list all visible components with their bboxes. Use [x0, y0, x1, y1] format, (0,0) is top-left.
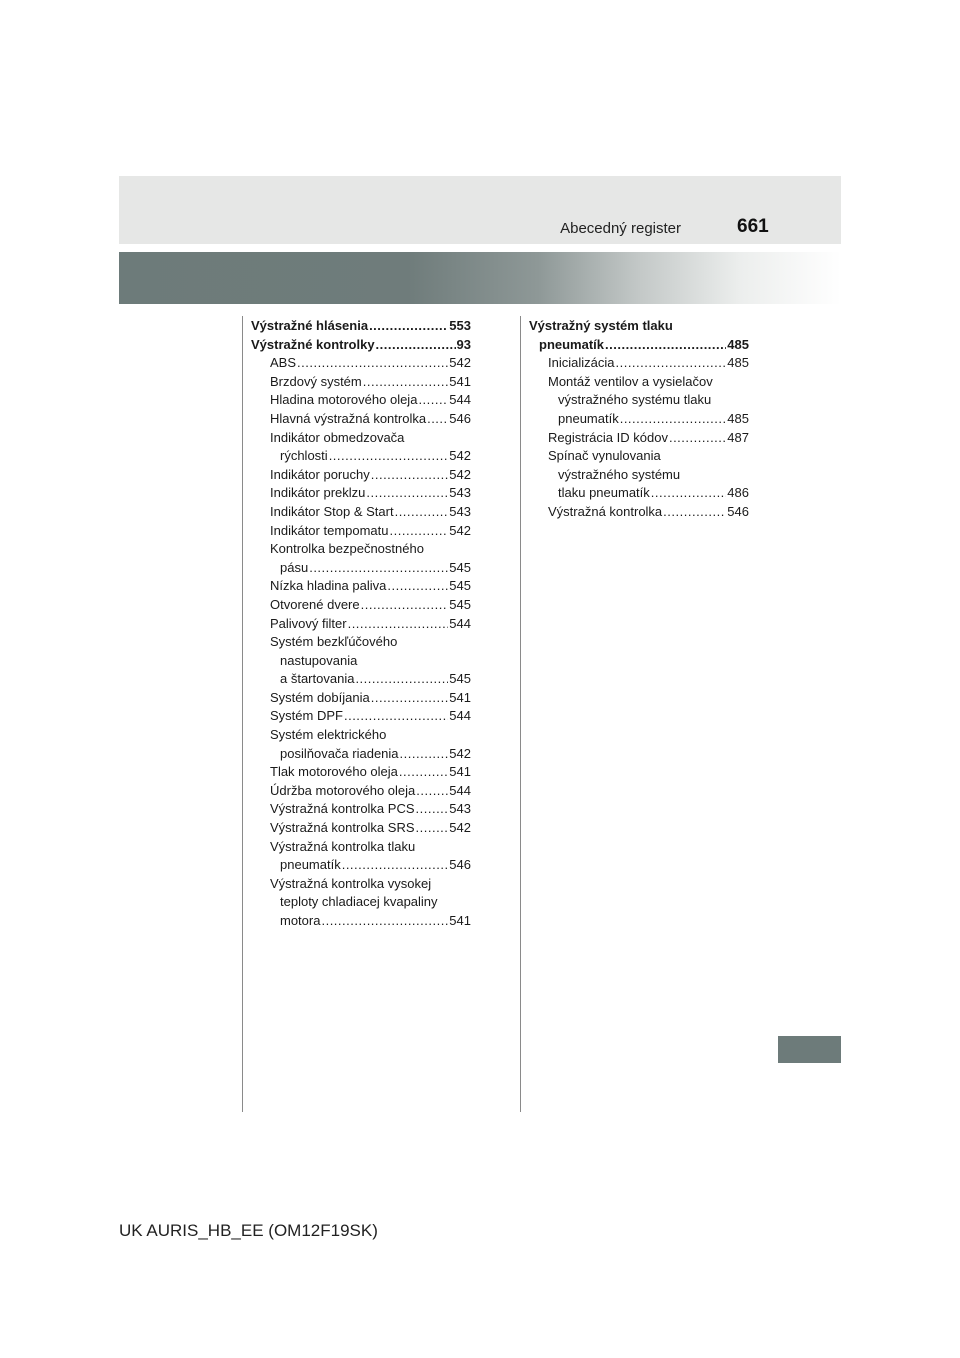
- index-entry: [251, 447, 471, 466]
- index-entry-continuation: Kontrolka bezpečnostného: [270, 541, 424, 557]
- index-column-1: [251, 317, 471, 931]
- column-divider-middle: [520, 316, 521, 1112]
- dot-leader: [416, 819, 449, 838]
- index-entry-label: Nízka hladina paliva: [270, 578, 387, 594]
- index-entry-label: Indikátor poruchy: [270, 466, 370, 482]
- index-entry-page: 546: [727, 503, 749, 519]
- index-entry-label: Indikátor tempomatu: [270, 522, 389, 538]
- index-entry: [251, 503, 471, 522]
- header-gradient-bar: [119, 252, 841, 304]
- dot-leader: [355, 670, 448, 689]
- index-entry: [529, 336, 749, 355]
- index-entry: [251, 745, 471, 764]
- index-entry-page: 553: [449, 318, 471, 333]
- section-title: Abecedný register: [560, 220, 681, 237]
- index-entry-label: motora: [280, 913, 321, 928]
- index-entry-page: 544: [449, 392, 471, 408]
- index-entry-label: Tlak motorového oleja: [270, 764, 398, 780]
- dot-leader: [669, 429, 726, 448]
- index-entry-label: ABS: [270, 355, 297, 371]
- dot-leader: [329, 447, 449, 466]
- column-divider-left: [242, 316, 243, 1112]
- index-entry-page: 485: [727, 355, 749, 371]
- index-entry-label: Inicializácia: [548, 355, 615, 371]
- index-entry-continuation: nastupovania: [280, 652, 358, 668]
- dot-leader: [366, 484, 448, 503]
- index-entry-page: 545: [449, 596, 471, 612]
- dot-leader: [615, 354, 726, 373]
- index-entry-continuation: Výstražná kontrolka vysokej: [270, 875, 432, 891]
- index-entry-page: 485: [727, 410, 749, 426]
- index-entry-label: Výstražné hlásenia: [251, 318, 369, 333]
- index-entry-label: Výstražná kontrolka: [548, 503, 663, 519]
- index-entry: [529, 484, 749, 503]
- index-entry-label: Údržba motorového oleja: [270, 782, 416, 798]
- index-entry: [251, 707, 471, 726]
- index-entry-page: 541: [449, 913, 471, 928]
- index-entry: [251, 410, 471, 429]
- index-entry-page: 544: [449, 708, 471, 724]
- index-entry-label: Systém dobíjania: [270, 689, 370, 705]
- index-entry-page: 543: [449, 503, 471, 519]
- dot-leader: [416, 782, 448, 801]
- index-entry-page: 546: [449, 410, 471, 426]
- index-column-2: [529, 317, 749, 522]
- dot-leader: [342, 856, 449, 875]
- index-entry: [251, 484, 471, 503]
- dot-leader: [651, 484, 727, 503]
- index-entry-page: 542: [449, 355, 471, 371]
- dot-leader: [371, 689, 449, 708]
- index-entry-label: Výstražná kontrolka SRS: [270, 820, 415, 836]
- index-entry: [251, 391, 471, 410]
- index-entry-continuation: Výstražný systém tlaku: [529, 318, 673, 333]
- index-entry-label: posilňovača riadenia: [280, 745, 399, 761]
- index-entry-label: Registrácia ID kódov: [548, 429, 668, 445]
- index-entry: [251, 800, 471, 819]
- dot-leader: [390, 522, 449, 541]
- dot-leader: [395, 503, 449, 522]
- dot-leader: [376, 336, 456, 355]
- index-entry-page: 542: [449, 448, 471, 464]
- index-entry-page: 543: [449, 485, 471, 501]
- chapter-tab-marker: [778, 1036, 841, 1063]
- dot-leader: [427, 410, 448, 429]
- index-entry: [251, 559, 471, 578]
- index-entry-label: Systém DPF: [270, 708, 343, 724]
- index-entry-label: Hladina motorového oleja: [270, 392, 418, 408]
- index-entry-label: rýchlosti: [280, 448, 328, 464]
- index-entry-label: pneumatík: [280, 857, 341, 873]
- index-entry-label: pásu: [280, 559, 309, 575]
- index-entry-page: 541: [449, 764, 471, 780]
- index-entry-page: 545: [449, 671, 471, 687]
- index-entry: [251, 689, 471, 708]
- index-entry-page: 486: [727, 485, 749, 501]
- dot-leader: [371, 466, 449, 485]
- index-entry: [251, 912, 471, 931]
- index-entry-page: 544: [449, 782, 471, 798]
- index-entry-page: 541: [449, 373, 471, 389]
- index-entry-page: 546: [449, 857, 471, 873]
- index-entry-label: a štartovania: [280, 671, 355, 687]
- index-entry: [251, 670, 471, 689]
- index-entry-page: 485: [727, 336, 749, 352]
- dot-leader: [620, 410, 727, 429]
- index-entry-page: 541: [449, 689, 471, 705]
- dot-leader: [605, 336, 726, 355]
- index-entry-page: 487: [727, 429, 749, 445]
- index-entry: [251, 856, 471, 875]
- index-entry: [529, 503, 749, 522]
- index-entry: [251, 336, 471, 355]
- index-entry-label: tlaku pneumatík: [558, 485, 650, 501]
- dot-leader: [344, 707, 448, 726]
- index-entry-continuation: Spínač vynulovania: [548, 448, 661, 464]
- index-entry-continuation: Výstražná kontrolka tlaku: [270, 838, 416, 854]
- index-entry: [251, 522, 471, 541]
- index-entry-label: Otvorené dvere: [270, 596, 360, 612]
- index-entry-page: 93: [456, 336, 471, 352]
- index-entry-page: 543: [449, 801, 471, 817]
- index-entry-page: 542: [449, 745, 471, 761]
- index-entry-page: 542: [449, 466, 471, 482]
- index-entry: [251, 466, 471, 485]
- index-entry-label: Indikátor preklzu: [270, 485, 366, 501]
- index-entry-page: 544: [449, 615, 471, 631]
- index-entry-continuation: teploty chladiacej kvapaliny: [280, 894, 438, 910]
- index-entry: [251, 577, 471, 596]
- index-entry-page: 542: [449, 522, 471, 538]
- dot-leader: [418, 391, 448, 410]
- index-entry-continuation: Indikátor obmedzovača: [270, 429, 405, 445]
- index-entry: [251, 596, 471, 615]
- dot-leader: [297, 354, 448, 373]
- dot-leader: [348, 615, 449, 634]
- index-entry: [251, 763, 471, 782]
- index-entry-continuation: Systém bezkľúčového: [270, 634, 398, 650]
- index-entry-continuation: Systém elektrického: [270, 727, 387, 743]
- document-code: UK AURIS_HB_EE (OM12F19SK): [119, 1221, 378, 1240]
- index-entry-continuation: výstražného systému tlaku: [558, 392, 712, 408]
- index-entry-continuation: Montáž ventilov a vysielačov: [548, 373, 713, 389]
- dot-leader: [400, 745, 449, 764]
- index-entry: [251, 819, 471, 838]
- index-entry-label: Brzdový systém: [270, 373, 362, 389]
- dot-leader: [399, 763, 448, 782]
- index-entry: [251, 354, 471, 373]
- dot-leader: [663, 503, 726, 522]
- index-entry-label: pneumatík: [558, 410, 619, 426]
- dot-leader: [369, 317, 448, 336]
- page-number: 661: [737, 216, 769, 237]
- index-entry-label: Indikátor Stop & Start: [270, 503, 394, 519]
- index-entry-page: 545: [449, 559, 471, 575]
- dot-leader: [387, 577, 448, 596]
- index-entry: [251, 615, 471, 634]
- dot-leader: [363, 373, 449, 392]
- index-entry-label: Výstražná kontrolka PCS: [270, 801, 415, 817]
- index-entry-label: pneumatík: [539, 336, 605, 352]
- index-entry-page: 542: [449, 820, 471, 836]
- index-entry-label: Hlavná výstražná kontrolka: [270, 410, 427, 426]
- index-entry-continuation: výstražného systému: [558, 466, 681, 482]
- header-band: [119, 176, 841, 244]
- dot-leader: [416, 800, 449, 819]
- index-entry-page: 545: [449, 578, 471, 594]
- dot-leader: [309, 559, 448, 578]
- index-entry: [529, 429, 749, 448]
- dot-leader: [321, 912, 448, 931]
- dot-leader: [361, 596, 449, 615]
- index-entry: [251, 373, 471, 392]
- index-entry: [251, 317, 471, 336]
- index-entry: [251, 782, 471, 801]
- index-entry-label: Palivový filter: [270, 615, 347, 631]
- index-entry: [529, 410, 749, 429]
- index-entry-label: Výstražné kontrolky: [251, 336, 375, 352]
- index-entry: [529, 354, 749, 373]
